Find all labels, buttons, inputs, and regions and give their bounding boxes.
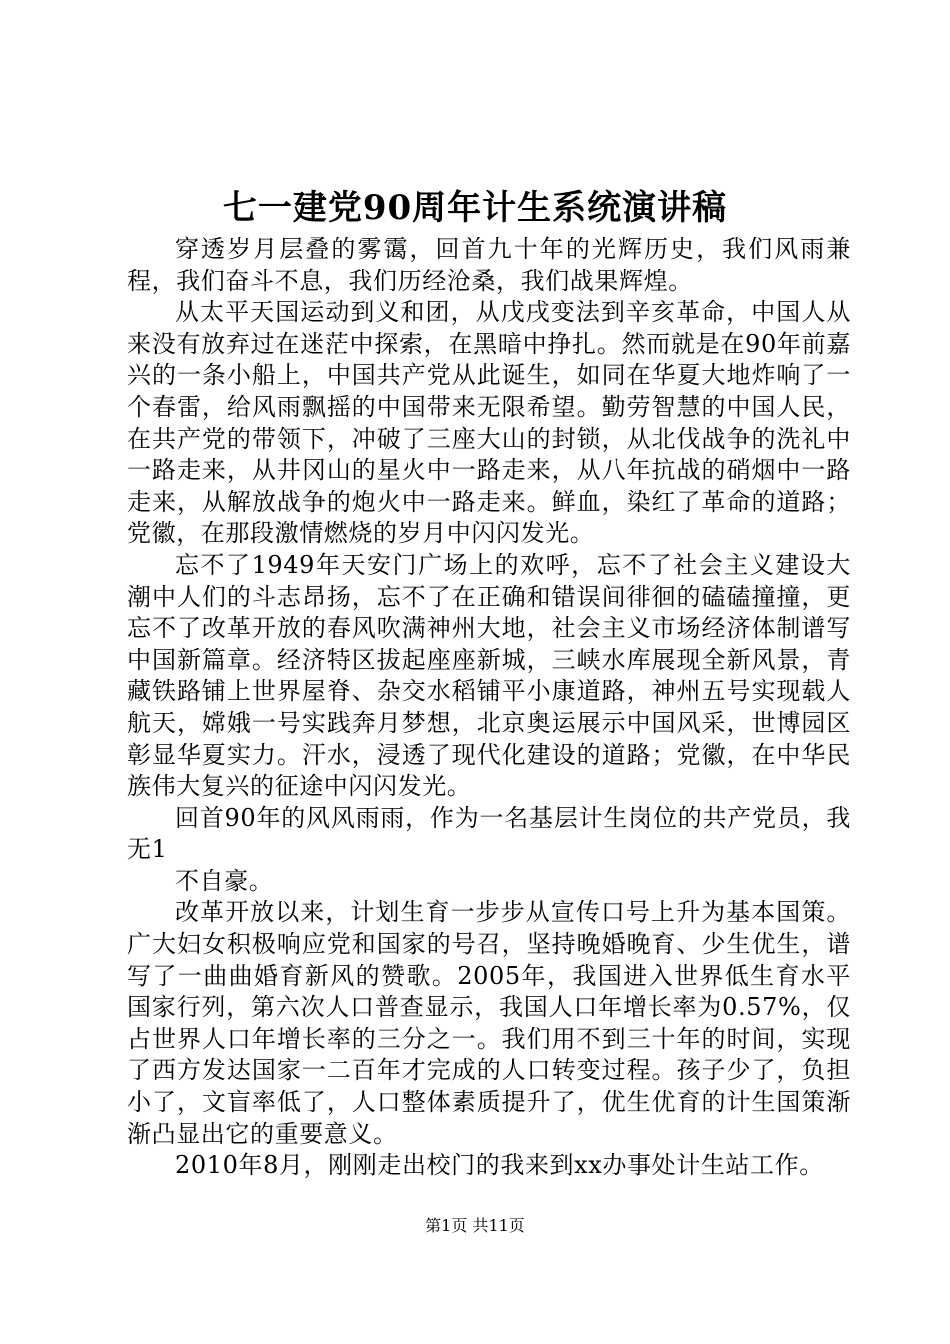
paragraph-3: 忘不了1949年天安门广场上的欢呼，忘不了社会主义建设大潮中人们的斗志昂扬，忘不了在正确和错误间徘徊的磕磕撞撞，更忘不了改革开放的春风吹满神州大地，社会主义市场经济体制谱写中国新篇章。经济特区拔起座座新城，三峡水库展现全新风景，青藏铁路铺上世界屋脊、杂交水稻铺平小康道路，神州五号实现载人航天，嫦娥一号实践奔月梦想，北京奥运展示中国风采，世博园区彰显华夏实力。汗水，浸透了现代化建设的道路；党徽，在中华民族伟大复兴的征途中闪闪发光。: [127, 550, 851, 801]
document-body: [127, 234, 851, 1182]
paragraph-1: 穿透岁月层叠的雾霭，回首九十年的光辉历史，我们风雨兼程，我们奋斗不息，我们历经沧桑，我们战果辉煌。: [127, 235, 851, 295]
paragraph-5: 不自豪。: [175, 866, 274, 895]
document-title: 七一建党90周年计生系统演讲稿: [222, 188, 728, 228]
paragraph-6: 改革开放以来，计划生育一步步从宣传口号上升为基本国策。广大妇女积极响应党和国家的号召，坚持晚婚晚育、少生优生，谱写了一曲曲婚育新风的赞歌。2005年，我国进入世界低生育水平国家行列，第六次人口普查显示，我国人口年增长率为0.57%，仅占世界人口年增长率的三分之一。我们用不到三十年的时间，实现了西方发达国家一二百年才完成的人口转变过程。孩子少了，负担小了，文盲率低了，人口整体素质提升了，优生优育的计生国策渐渐凸显出它的重要意义。: [127, 898, 851, 1148]
paragraph-2: 从太平天国运动到义和团，从戊戌变法到辛亥革命，中国人从来没有放弃过在迷茫中探索，在黑暗中挣扎。然而就是在90年前嘉兴的一条小船上，中国共产党从此诞生，如同在华夏大地炸响了一个春雷，给风雨飘摇的中国带来无限希望。勤劳智慧的中国人民，在共产党的带领下，冲破了三座大山的封锁，从北伐战争的洗礼中一路走来，从井冈山的星火中一路走来，从八年抗战的硝烟中一路走来，从解放战争的炮火中一路走来。鲜血，染红了革命的道路；党徽，在那段激情燃烧的岁月中闪闪发光。: [127, 298, 851, 548]
page-number-footer: 第1页 共11页: [425, 1216, 525, 1235]
paragraph-4: 回首90年的风风雨雨，作为一名基层计生岗位的共产党员，我无1: [127, 803, 851, 864]
paragraph-7: 2010年8月，刚刚走出校门的我来到xx办事处计生站工作。: [175, 1151, 824, 1180]
